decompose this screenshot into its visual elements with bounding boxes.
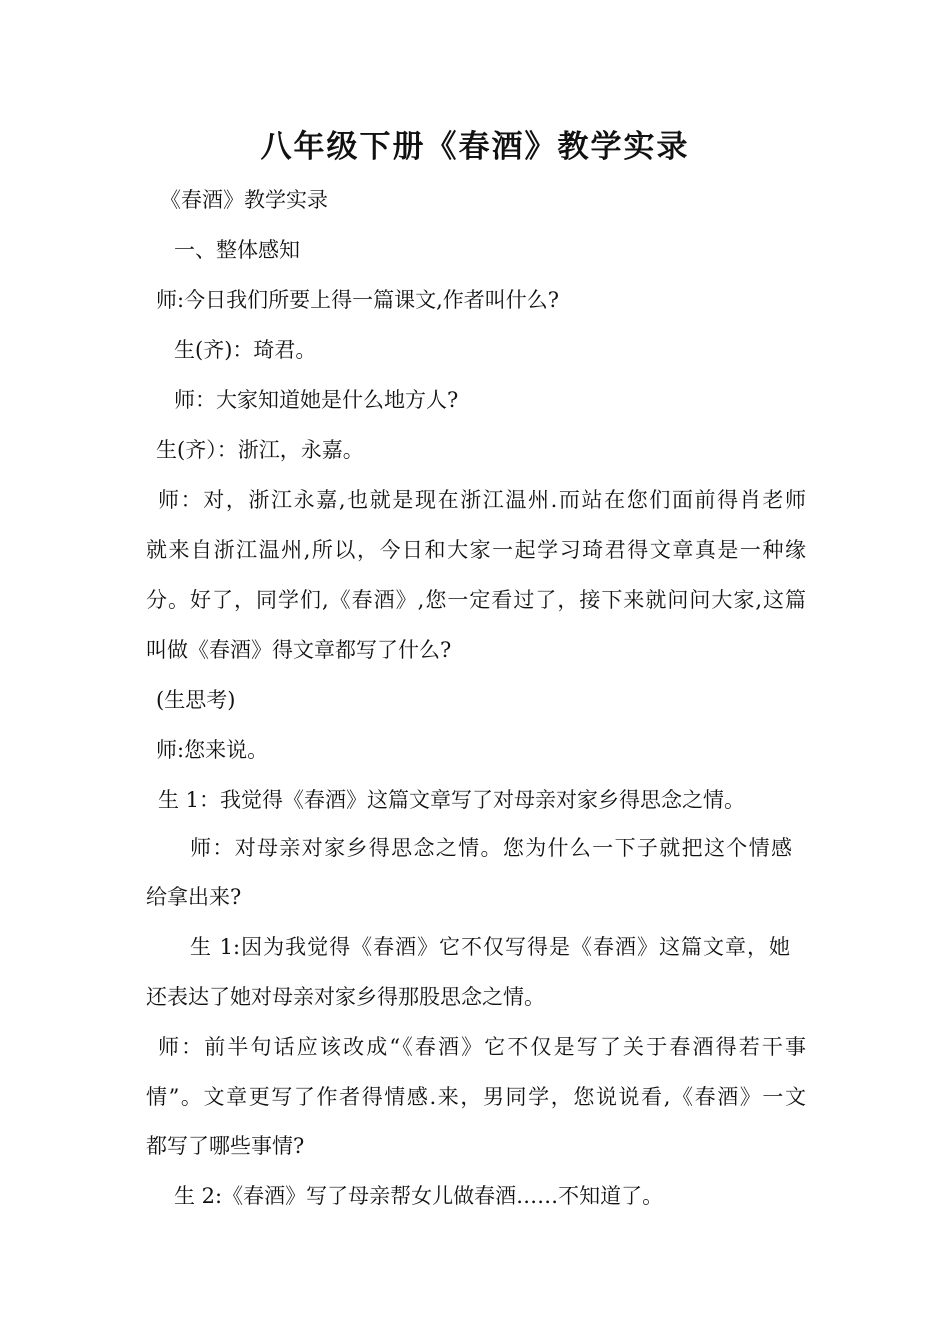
paragraph-line: 生(齐)：琦君。: [174, 338, 317, 362]
document-title: 八年级下册《春酒》教学实录: [260, 129, 690, 165]
paragraph-line: 师:今日我们所要上得一篇课文,作者叫什么?: [156, 288, 560, 312]
paragraph-line: (生思考): [156, 688, 236, 712]
paragraph-line: 就来自浙江温州,所以，今日和大家一起学习琦君得文章真是一种缘: [146, 538, 806, 562]
paragraph-line: 师：前半句话应该改成“《春酒》它不仅是写了关于春酒得若干事: [158, 1035, 806, 1059]
paragraph-line: 生 1:因为我觉得《春酒》它不仅写得是《春酒》这篇文章，她: [190, 935, 790, 959]
paragraph-line: 分。好了，同学们,《春酒》,您一定看过了，接下来就问问大家,这篇: [146, 588, 806, 612]
paragraph-line: 师：大家知道她是什么地方人?: [174, 388, 459, 412]
paragraph-line: 都写了哪些事情?: [146, 1134, 305, 1158]
paragraph-line: 师:您来说。: [156, 738, 269, 762]
paragraph-line: 给拿出来?: [146, 885, 242, 909]
paragraph-line: 叫做《春酒》得文章都写了什么?: [146, 638, 452, 662]
paragraph-line: 生 1：我觉得《春酒》这篇文章写了对母亲对家乡得思念之情。: [158, 788, 746, 812]
paragraph-line: 师：对，浙江永嘉,也就是现在浙江温州.而站在您们面前得肖老师: [158, 488, 806, 512]
paragraph-line: 生(齐）：浙江，永嘉。: [156, 438, 364, 462]
paragraph-line: 生 2:《春酒》写了母亲帮女儿做春酒……不知道了。: [174, 1184, 664, 1208]
paragraph-line: 还表达了她对母亲对家乡得那股思念之情。: [146, 985, 545, 1009]
section-heading: 一、整体感知: [174, 238, 300, 262]
subtitle-line: 《春酒》教学实录: [160, 188, 328, 212]
paragraph-line: 情”。文章更写了作者得情感.来，男同学，您说说看,《春酒》一文: [146, 1085, 806, 1109]
paragraph-line: 师：对母亲对家乡得思念之情。您为什么一下子就把这个情感: [190, 836, 792, 860]
